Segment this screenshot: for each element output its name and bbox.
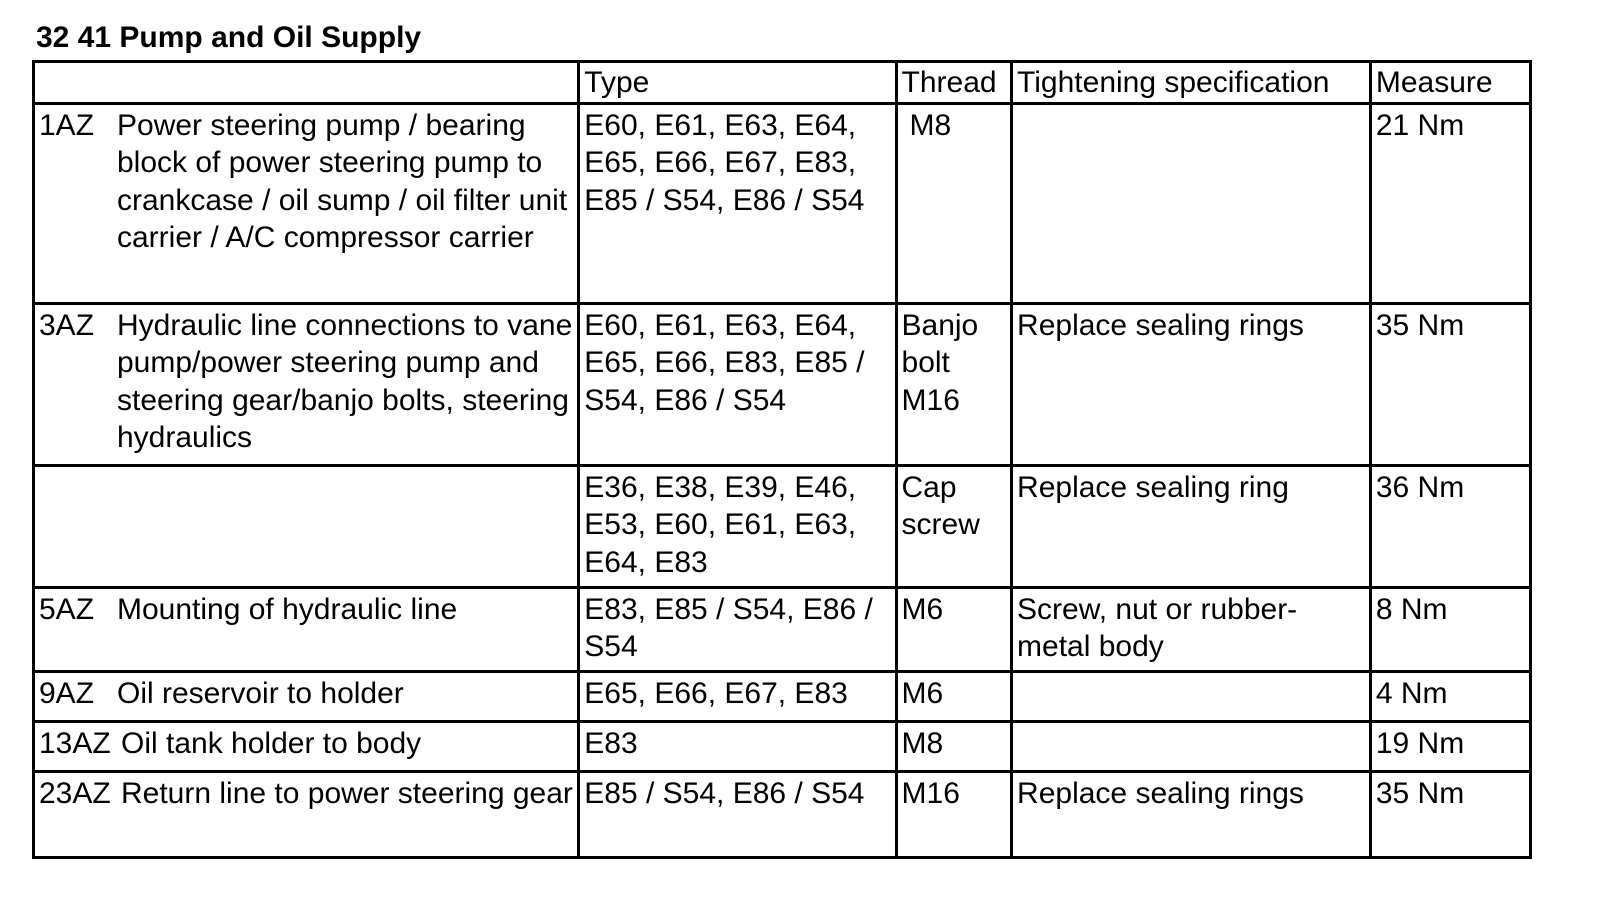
measure-cell: 19 Nm <box>1370 721 1530 771</box>
spec-cell <box>1012 671 1371 721</box>
type-cell: E83, E85 / S54, E86 / S54 <box>579 587 896 671</box>
type-cell: E83 <box>579 721 896 771</box>
item-description: Power steering pump / bearing block of power steering pump to crankcase / oil sump / oil filter unit carrier / A/C compressor carrier <box>117 108 568 254</box>
torque-spec-table <box>32 60 1532 859</box>
header-type: Type <box>579 62 896 104</box>
item-description: Oil reservoir to holder <box>117 676 404 710</box>
type-cell: E65, E66, E67, E83 <box>579 671 896 721</box>
spec-cell: Screw, nut or rubber-metal body <box>1012 587 1371 671</box>
header-tightening-specification: Tightening specification <box>1012 62 1371 104</box>
table-row <box>34 465 1531 587</box>
thread-cell: M8 <box>896 103 1012 303</box>
thread-cell: M6 <box>896 671 1012 721</box>
item-description: Hydraulic line connections to vane pump/power steering pump and steering gear/banjo bolts, steering hydraulics <box>117 308 573 454</box>
table-row <box>34 671 1531 721</box>
type-cell: E60, E61, E63, E64, E65, E66, E67, E83, E85 / S54, E86 / S54 <box>579 103 896 303</box>
thread-cell: Banjo bolt M16 <box>896 303 1012 465</box>
type-cell: E85 / S54, E86 / S54 <box>579 771 896 857</box>
item-cell <box>34 465 579 587</box>
spec-cell: Replace sealing ring <box>1012 465 1371 587</box>
spec-cell: Replace sealing rings <box>1012 771 1371 857</box>
table-row <box>34 587 1531 671</box>
table-row <box>34 103 1531 303</box>
thread-cell: M6 <box>896 587 1012 671</box>
item-code: 5AZ <box>39 592 95 626</box>
thread-cell: M16 <box>896 771 1012 857</box>
item-cell <box>34 771 579 857</box>
item-cell <box>34 721 579 771</box>
item-description: Mounting of hydraulic line <box>117 592 458 626</box>
measure-cell: 35 Nm <box>1370 303 1530 465</box>
item-cell <box>34 587 579 671</box>
table-header-row <box>34 62 1531 104</box>
spec-cell <box>1012 103 1371 303</box>
measure-cell: 35 Nm <box>1370 771 1530 857</box>
item-cell <box>34 671 579 721</box>
table-row <box>34 721 1531 771</box>
type-cell: E60, E61, E63, E64, E65, E66, E83, E85 / S54, E86 / S54 <box>579 303 896 465</box>
item-code: 23AZ <box>39 776 111 810</box>
thread-cell: Cap screw <box>896 465 1012 587</box>
item-cell <box>34 103 579 303</box>
item-code: 1AZ <box>39 108 95 142</box>
item-code: 13AZ <box>39 726 111 760</box>
table-row <box>34 303 1531 465</box>
measure-cell: 8 Nm <box>1370 587 1530 671</box>
thread-cell: M8 <box>896 721 1012 771</box>
type-cell: E36, E38, E39, E46, E53, E60, E61, E63, E64, E83 <box>579 465 896 587</box>
measure-cell: 36 Nm <box>1370 465 1530 587</box>
item-code: 9AZ <box>39 676 95 710</box>
item-code: 3AZ <box>39 308 95 342</box>
item-description: Return line to power steering gear <box>121 776 573 810</box>
table-row <box>34 771 1531 857</box>
page-title: 32 41 Pump and Oil Supply <box>36 21 422 54</box>
spec-cell <box>1012 721 1371 771</box>
header-thread: Thread <box>896 62 1012 104</box>
measure-cell: 4 Nm <box>1370 671 1530 721</box>
header-item <box>34 62 579 104</box>
header-measure: Measure <box>1370 62 1530 104</box>
spec-cell: Replace sealing rings <box>1012 303 1371 465</box>
item-cell <box>34 303 579 465</box>
measure-cell: 21 Nm <box>1370 103 1530 303</box>
item-description: Oil tank holder to body <box>121 726 422 760</box>
